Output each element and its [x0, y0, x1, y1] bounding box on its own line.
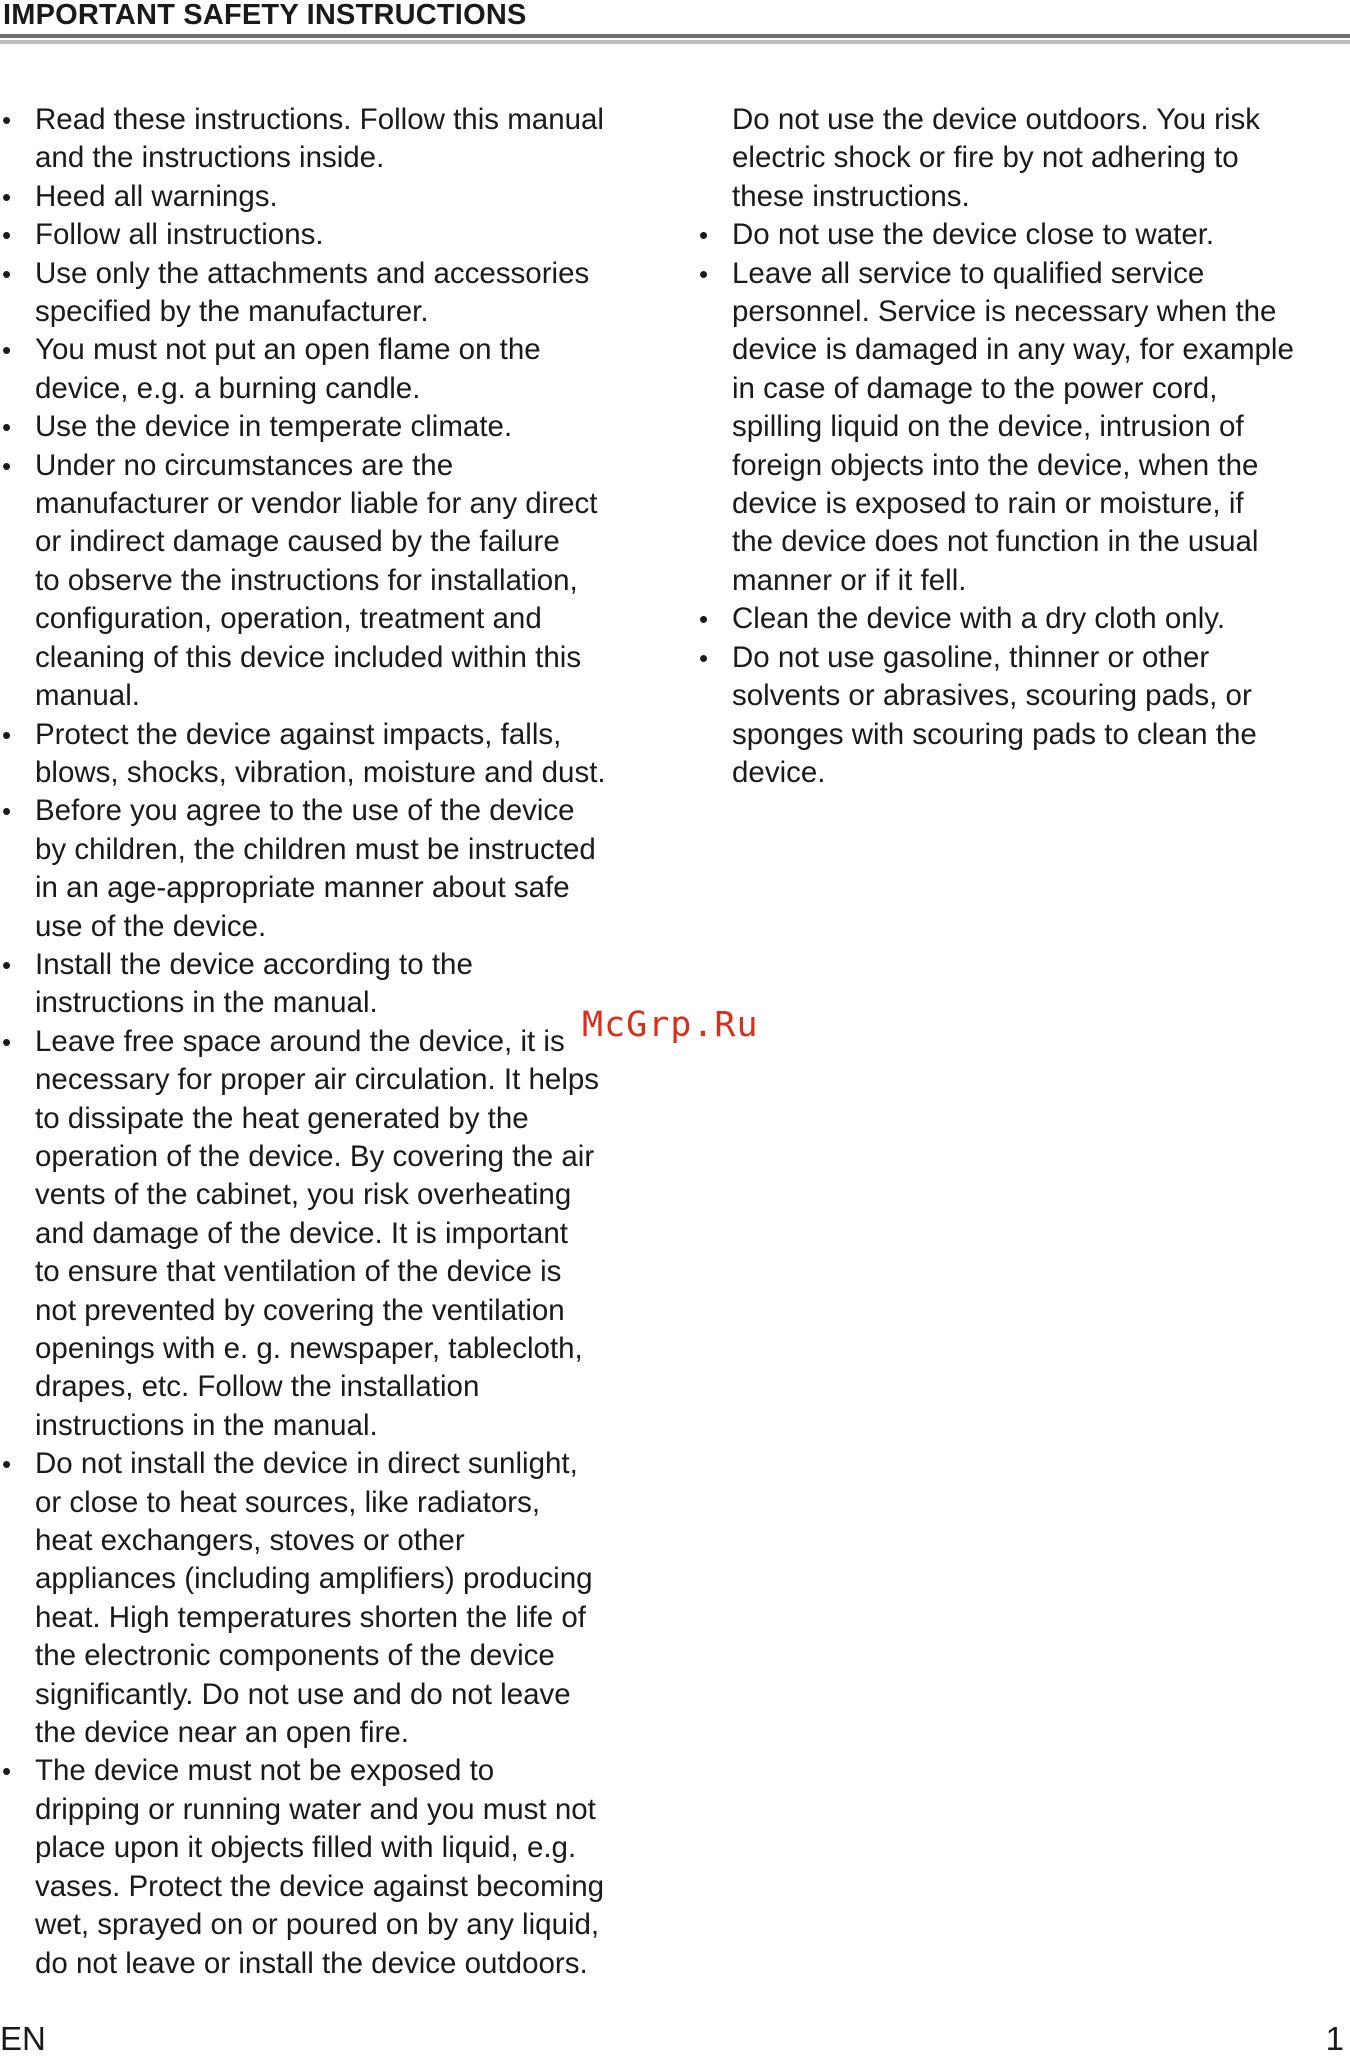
list-item [0, 1752, 660, 1982]
list-item [697, 639, 1350, 793]
list-item-text: Use only the attachments and accessories specified by the manufacturer. [35, 256, 590, 329]
bullet-icon: • [699, 220, 709, 251]
list-item [0, 946, 660, 1023]
bullet-icon: • [2, 1449, 12, 1480]
list-item [697, 600, 1350, 638]
list-item-text: Do not use the device close to water. [732, 218, 1215, 252]
list-item [0, 178, 660, 216]
bullet-icon: • [2, 1756, 12, 1787]
page-number: 1 [1325, 2020, 1344, 2057]
bullet-icon: • [2, 796, 12, 827]
header-divider [0, 34, 1350, 38]
list-item [0, 1445, 660, 1752]
list-item-text: Read these instructions. Follow this manual and the instructions inside. [35, 103, 604, 175]
list-item-text: Under no circumstances are the manufacturer or vendor liable for any direct or indirect damage caused by the failure to observe the instructions for installation, configuration, operation, treatment and cleaning of this device included within this manual. [35, 448, 598, 713]
list-item-text: Follow all instructions. [35, 218, 324, 252]
list-item-text: Do not use the device outdoors. You risk electric shock or fire by not adhering to these instructions. [732, 103, 1261, 213]
list-item-text: Leave free space around the device, it is necessary for proper air circulation. It helps to dissipate the heat generated by the operation of the device. By covering the air vents of the cabinet, you risk overheating and damage of the device. It is important to ensure that ventilation of the device is not prevented by covering the ventilation openings with e. g. newspaper, tablecloth, drapes, etc. Follow the installation instructions in the manual. [35, 1024, 600, 1442]
list-item-text: Before you agree to the use of the device by children, the children must be instructed in an age-appropriate manner about safe use of the device. [35, 794, 596, 943]
list-item [0, 216, 660, 254]
list-item [0, 408, 660, 446]
bullet-icon: • [2, 220, 12, 251]
left-instruction-list [0, 101, 660, 1983]
bullet-icon: • [2, 450, 12, 481]
bullet-icon: • [2, 719, 12, 750]
list-item-text: Use the device in temperate climate. [35, 410, 513, 444]
list-item [697, 216, 1350, 254]
bullet-icon: • [2, 181, 12, 212]
list-item-text: Install the device according to the instructions in the manual. [35, 947, 473, 1020]
bullet-icon: • [699, 258, 709, 289]
bullet-icon: • [2, 105, 12, 135]
list-item [0, 255, 660, 332]
bullet-icon: • [2, 335, 12, 366]
list-item [0, 101, 660, 178]
watermark: McGrp.Ru [582, 1005, 759, 1045]
list-item [0, 792, 660, 946]
list-item [0, 1023, 660, 1445]
footer-language: EN [0, 2020, 46, 2057]
header-divider-secondary [0, 40, 1350, 44]
list-item-continuation [697, 101, 1350, 216]
list-item-text: Heed all warnings. [35, 179, 278, 213]
list-item-text: Leave all service to qualified service personnel. Service is necessary when the device is damaged in any way, for example in case of damage to the power cord, spilling liquid on the device, intrusion of foreign objects into the device, when the device is exposed to rain or moisture, if the device does not function in the usual manner or if it fell. [732, 256, 1294, 597]
list-item-text: Do not install the device in direct sunlight, or close to heat sources, like radiators, heat exchangers, stoves or other appliances (including amplifiers) producing heat. High temperatures shorten the life of the electronic components of the device significantly. Do not use and do not leave the device near an open fire. [35, 1447, 593, 1750]
page-title: IMPORTANT SAFETY INSTRUCTIONS [3, 0, 527, 31]
list-item [0, 716, 660, 793]
bullet-icon: • [2, 1026, 12, 1057]
bullet-icon: • [699, 604, 709, 635]
right-instruction-list [697, 101, 1350, 792]
list-item [697, 255, 1350, 601]
list-item-text: You must not put an open flame on the device, e.g. a burning candle. [35, 333, 541, 405]
bullet-icon: • [699, 642, 709, 673]
list-item [0, 447, 660, 716]
list-item-text: Protect the device against impacts, falls, blows, shocks, vibration, moisture and dust. [35, 717, 606, 789]
bullet-icon: • [2, 949, 12, 980]
list-item-text: The device must not be exposed to dripping or running water and you must not place upon it objects filled with liquid, e.g. vases. Protect the device against becoming wet, sprayed on or poured on by any liquid, do not leave or install the device outdoors. [35, 1754, 605, 1980]
list-item-text: Clean the device with a dry cloth only. [732, 602, 1226, 636]
bullet-icon: • [2, 258, 12, 289]
bullet-icon: • [2, 412, 12, 443]
list-item [0, 331, 660, 408]
list-item-text: Do not use gasoline, thinner or other solvents or abrasives, scouring pads, or sponges with scouring pads to clean the device. [732, 640, 1257, 789]
